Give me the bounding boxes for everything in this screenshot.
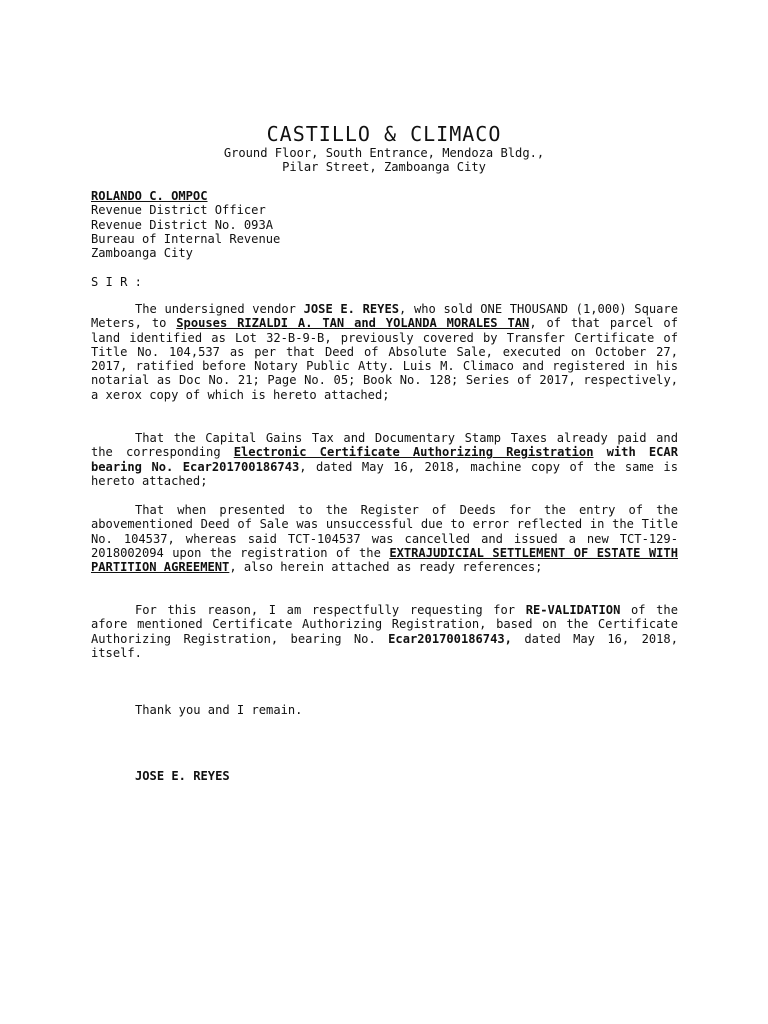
p3-text-2: , also herein attached as ready references; bbox=[229, 560, 543, 575]
signer-name-text: JOSE E. REYES bbox=[135, 769, 230, 783]
recipient-bureau: Bureau of Internal Revenue bbox=[91, 231, 281, 246]
firm-address-line-1: Ground Floor, South Entrance, Mendoza Bldg., bbox=[223, 146, 545, 160]
settlement-title: EXTRAJUDICIAL SETTLEMENT OF ESTATE WITH PARTITION AGREEMENT bbox=[91, 545, 678, 575]
p1-text-1: The undersigned vendor bbox=[135, 302, 304, 316]
buyer-names: Spouses RIZALDI A. TAN and YOLANDA MORALES TAN bbox=[176, 316, 530, 331]
firm-name: CASTILLO & CLIMACO bbox=[266, 122, 502, 146]
recipient-title: Revenue District Officer bbox=[91, 203, 266, 218]
p4-text-1: For this reason, I am respectfully requesting for bbox=[135, 603, 526, 617]
p1-text-2: , who sold ONE THOUSAND (1,000) Square Meters, to bbox=[91, 302, 678, 331]
closing-line: Thank you and I remain. bbox=[135, 703, 303, 717]
paragraph-register-of-deeds bbox=[91, 503, 678, 574]
ecar-number-2: Ecar201700186743, bbox=[388, 631, 512, 646]
ecar-number: with ECAR bearing No. Ecar201700186743 bbox=[91, 445, 678, 474]
salutation: S I R : bbox=[91, 275, 142, 289]
letterhead bbox=[0, 122, 768, 175]
p2-text-3: , dated May 16, 2018, machine copy of the same is hereto attached; bbox=[91, 459, 678, 488]
recipient-block bbox=[91, 189, 678, 260]
recipient-city: Zamboanga City bbox=[91, 246, 193, 261]
p4-text-3: dated May 16, 2018, itself. bbox=[91, 631, 678, 660]
p2-text-2 bbox=[594, 445, 607, 459]
firm-address-line-2: Pilar Street, Zamboanga City bbox=[282, 160, 486, 175]
signer-name bbox=[91, 769, 678, 783]
recipient-name: ROLANDO C. OMPOC bbox=[91, 189, 208, 203]
p4-text-2: of the afore mentioned Certificate Authorizing Registration, based on the Certificate Authorizing Registration, bearing No. bbox=[91, 603, 678, 646]
paragraph-sale-details bbox=[91, 302, 678, 402]
p2-text-1: That the Capital Gains Tax and Documentary Stamp Taxes already paid and the corresponding bbox=[91, 431, 678, 460]
revalidation-term: RE-VALIDATION bbox=[525, 603, 621, 617]
vendor-name: JOSE E. REYES bbox=[303, 302, 400, 316]
paragraph-taxes-paid bbox=[91, 431, 678, 488]
recipient-district: Revenue District No. 093A bbox=[91, 217, 274, 232]
p1-text-3: , of that parcel of land identified as Lot 32-B-9-B, previously covered by Transfer Certificate of Title No. 104,537 as per that Deed of Absolute Sale, executed on October 27, 2017, ratified before Notary Public Atty. Luis M. Climaco and registered in his notarial as Doc No. 21; Page No. 05; Book No. 128; Series of 2017, respectively, a xerox copy of which is hereto attached; bbox=[91, 316, 678, 402]
p3-text-1: That when presented to the Register of Deeds for the entry of the abovementioned Deed of Sale was unsuccessful due to error reflected in the Title No. 104537, whereas said TCT-104537 was cancelled and issued a new TCT-129-2018002094 upon the registration of the bbox=[91, 503, 678, 560]
paragraph-revalidation-request bbox=[91, 603, 678, 660]
ecar-title: Electronic Certificate Authorizing Registration bbox=[233, 445, 594, 460]
